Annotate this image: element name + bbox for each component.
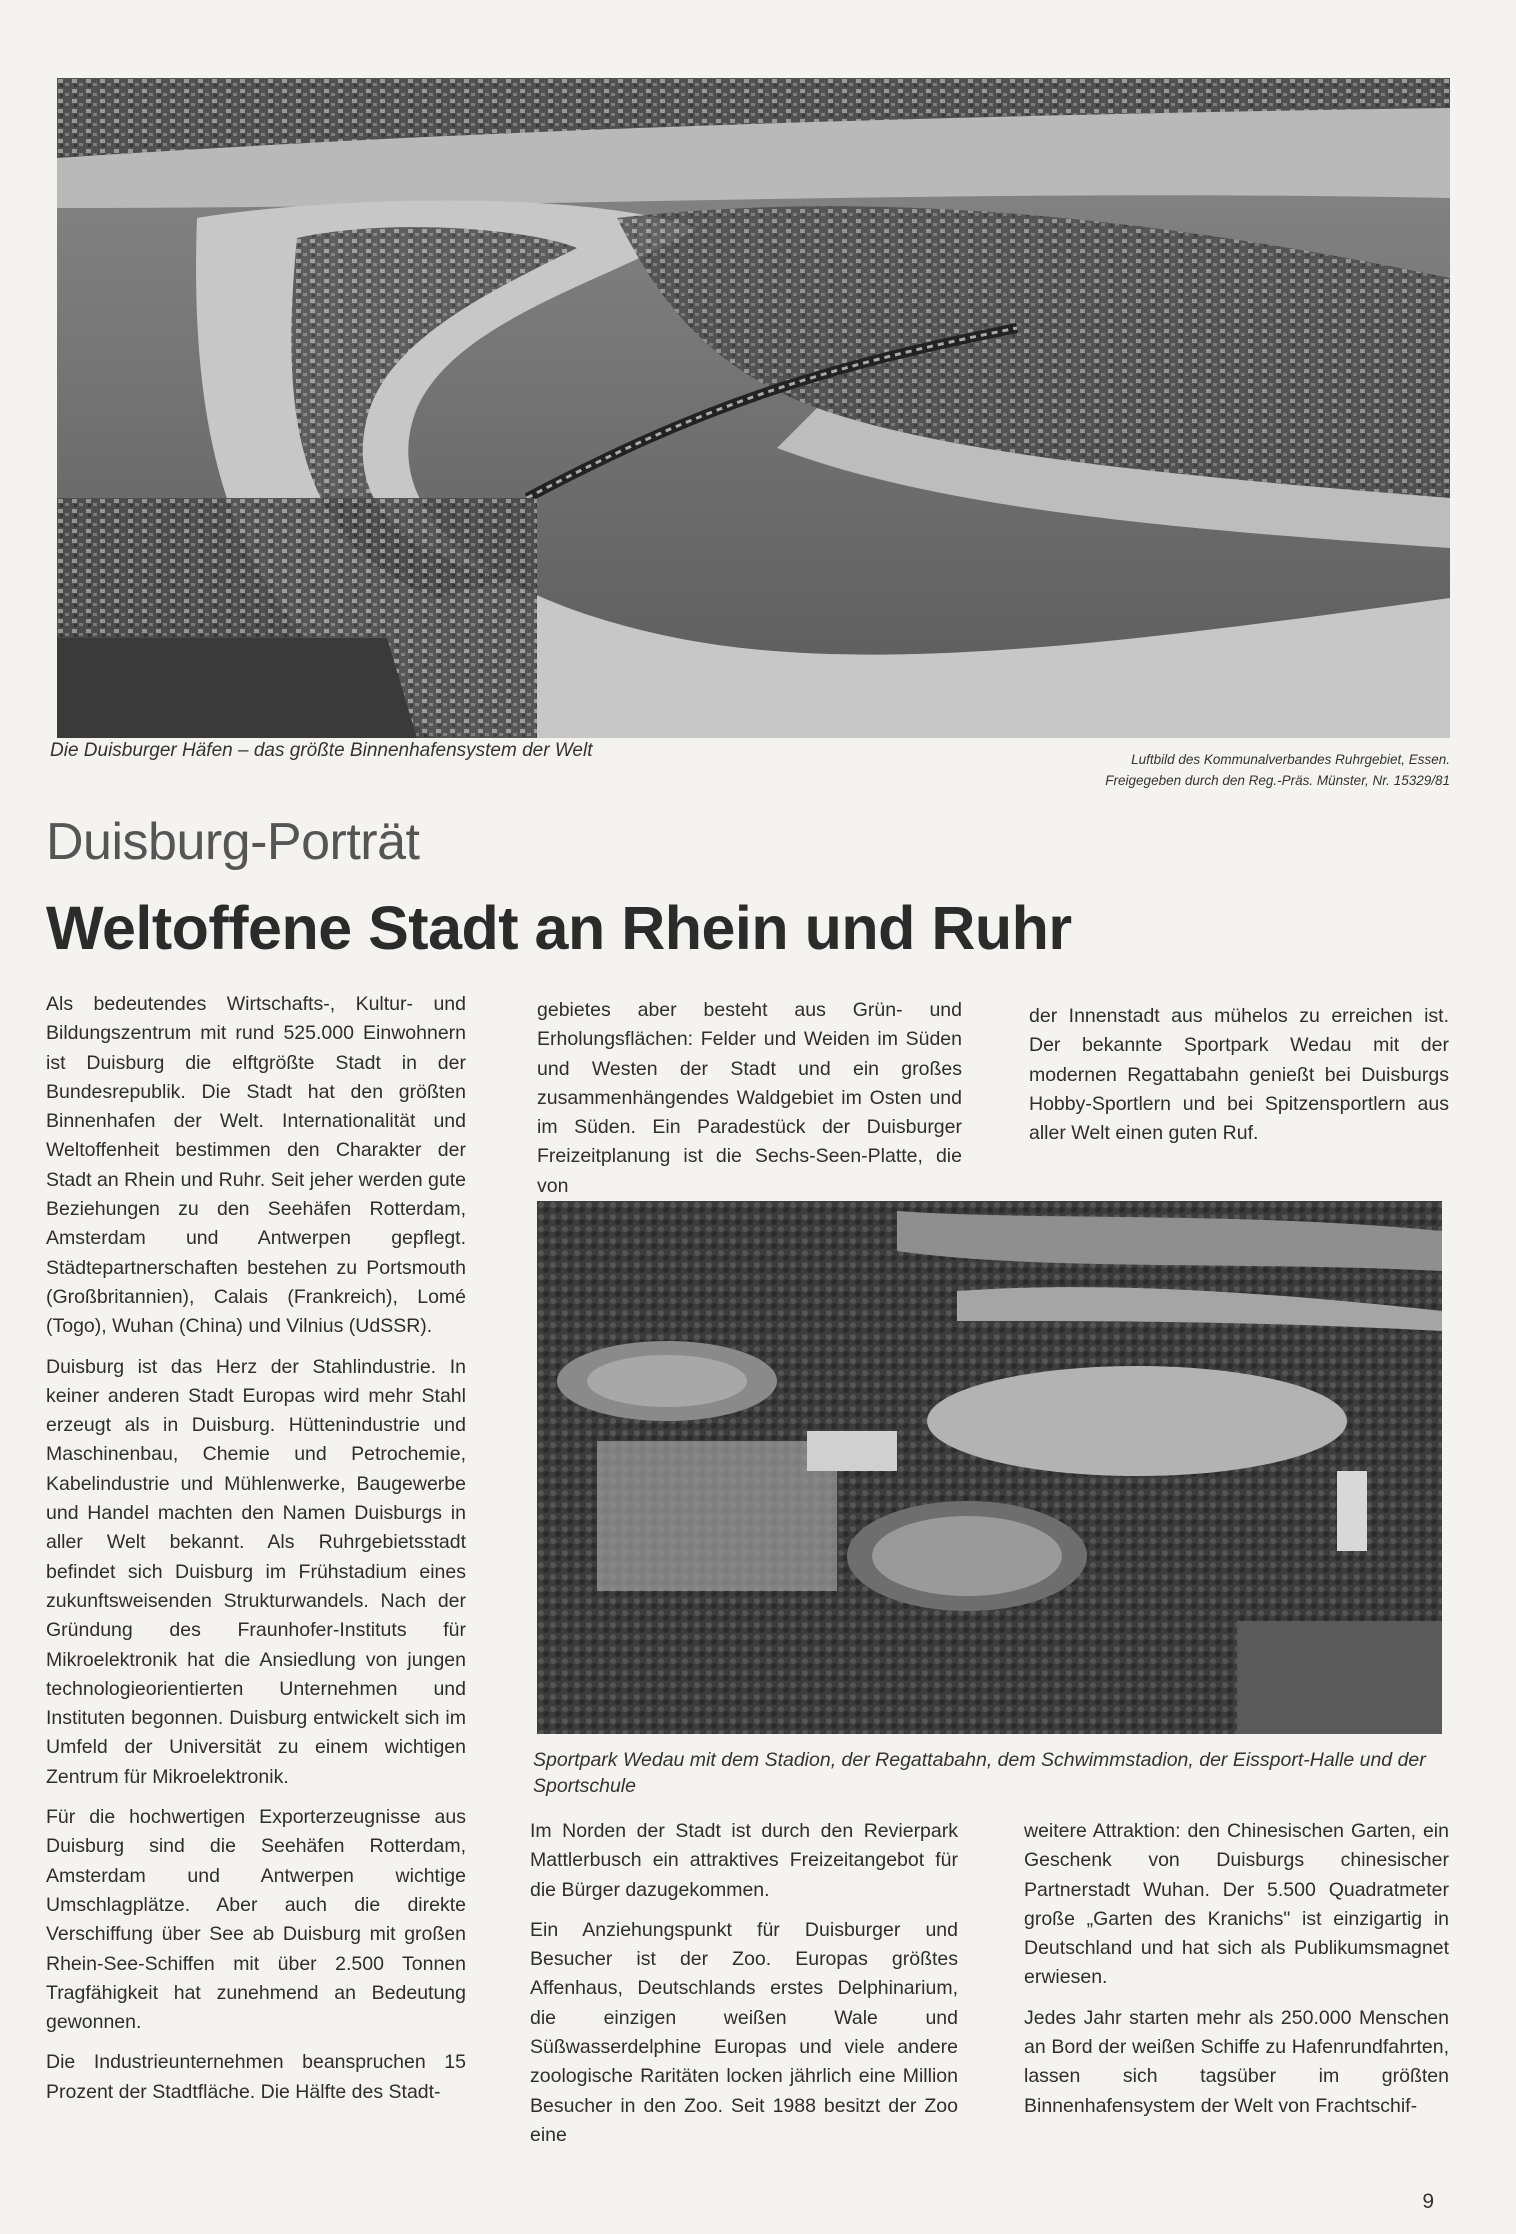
- paragraph: weitere Attraktion: den Chinesischen Garten, ein Geschenk von Duisburgs chinesischer Partnerstadt Wuhan. Der 5.500 Quadratmeter große „Garten des Kranichs" ist einzigartig in Deutschland und hat sich als Publikumsmagnet erwiesen.: [1024, 1820, 1449, 1989]
- article-headline: Weltoffene Stadt an Rhein und Ruhr: [46, 894, 1072, 962]
- harbour-aerial-photo: [57, 78, 1450, 738]
- text-column-2-top: [537, 996, 962, 1212]
- paragraph: Die Industrieunternehmen beanspruchen 15 Prozent der Stadtfläche. Die Hälfte des Stadt-: [46, 2051, 466, 2103]
- paragraph: gebietes aber besteht aus Grün- und Erholungsflächen: Felder und Weiden im Süden und Westen der Stadt und ein großes zusammenhängendes Waldgebiet im Osten und im Süden. Ein Paradestück der Duisburger Freizeitplanung ist die Sechs-Seen-Platte, die von: [537, 999, 962, 1197]
- text-column-2-bottom: [530, 1817, 958, 2161]
- page-number: 9: [1422, 2190, 1434, 2213]
- paragraph: der Innenstadt aus mühelos zu erreichen ist. Der bekannte Sportpark Wedau mit der modernen Regattabahn genießt bei Duisburgs Hobby-Sportlern und bei Spitzensportlern aus aller Welt einen guten Ruf.: [1029, 1005, 1449, 1145]
- paragraph: Im Norden der Stadt ist durch den Revierpark Mattlerbusch ein attraktives Freizeitangebot für die Bürger dazugekommen.: [530, 1820, 958, 1901]
- paragraph: Ein Anziehungspunkt für Duisburger und Besucher ist der Zoo. Europas größtes Affenhaus, Deutschlands erstes Delphinarium, die einzigen weißen Wale und Süßwasserdelphine Europas und viele andere zoologische Raritäten locken jährlich eine Million Besucher in den Zoo. Seit 1988 besitzt der Zoo eine: [530, 1918, 958, 2146]
- paragraph: Als bedeutendes Wirtschafts-, Kultur- und Bildungszentrum mit rund 525.000 Einwohnern ist Duisburg die elftgrößte Stadt in der Bundesrepublik. Die Stadt hat den größten Binnenhafen der Welt. Internationalität und Weltoffenheit bestimmen den Charakter der Stadt an Rhein und Ruhr. Seit jeher werden gute Beziehungen zu den Seehäfen Rotterdam, Amsterdam und Antwerpen gepflegt. Städtepartnerschaften bestehen zu Portsmouth (Großbritannien), Calais (Frankreich), Lomé (Togo), Wuhan (China) und Vilnius (UdSSR).: [46, 993, 466, 1338]
- text-column-3-bottom: [1024, 1817, 1449, 2132]
- sportpark-photo-caption: Sportpark Wedau mit dem Stadion, der Regattabahn, dem Schwimmstadion, der Eissport-Halle und der Sportschule: [533, 1749, 1426, 1797]
- harbour-photo-credit: [810, 749, 1450, 791]
- text-column-1: [46, 990, 466, 2118]
- harbour-photo-caption: Die Duisburger Häfen – das größte Binnenhafensystem der Welt: [50, 740, 593, 761]
- paragraph: Jedes Jahr starten mehr als 250.000 Menschen an Bord der weißen Schiffe zu Hafenrundfahrten, lassen sich tagsüber im größten Binnenhafensystem der Welt von Frachtschif-: [1024, 2006, 1449, 2117]
- sportpark-aerial-photo: [537, 1201, 1442, 1734]
- paragraph: Für die hochwertigen Exporterzeugnisse aus Duisburg sind die Seehäfen Rotterdam, Amsterdam und Antwerpen wichtige Umschlagplätze. Aber auch die direkte Verschiffung über See ab Duisburg mit großen Rhein-See-Schiffen mit über 2.500 Tonnen Tragfähigkeit hat zunehmend an Bedeutung gewonnen.: [46, 1806, 466, 2034]
- paragraph: Duisburg ist das Herz der Stahlindustrie. In keiner anderen Stadt Europas wird mehr Stahl erzeugt als in Duisburg. Hüttenindustrie und Maschinenbau, Chemie und Petrochemie, Kabelindustrie und Mühlenwerke, Baugewerbe und Handel machten den Namen Duisburgs in aller Welt bekannt. Als Ruhrgebietsstadt befindet sich Duisburg im Frühstadium eines zukunftsweisenden Strukturwandels. Nach der Gründung des Fraunhofer-Instituts für Mikroelektronik hat die Ansiedlung von jungen technologieorientierten Unternehmen und Instituten begonnen. Duisburg entwickelt sich im Umfeld der Universität zu einem wichtigen Zentrum für Mikroelektronik.: [46, 1355, 466, 1788]
- article-kicker: Duisburg-Porträt: [46, 813, 420, 871]
- credit-line-1: Luftbild des Kommunalverbandes Ruhrgebiet, Essen.: [1131, 752, 1450, 767]
- credit-line-2: Freigegeben durch den Reg.-Präs. Münster, Nr. 15329/81: [1105, 773, 1450, 788]
- text-column-3-top: [1029, 1002, 1449, 1159]
